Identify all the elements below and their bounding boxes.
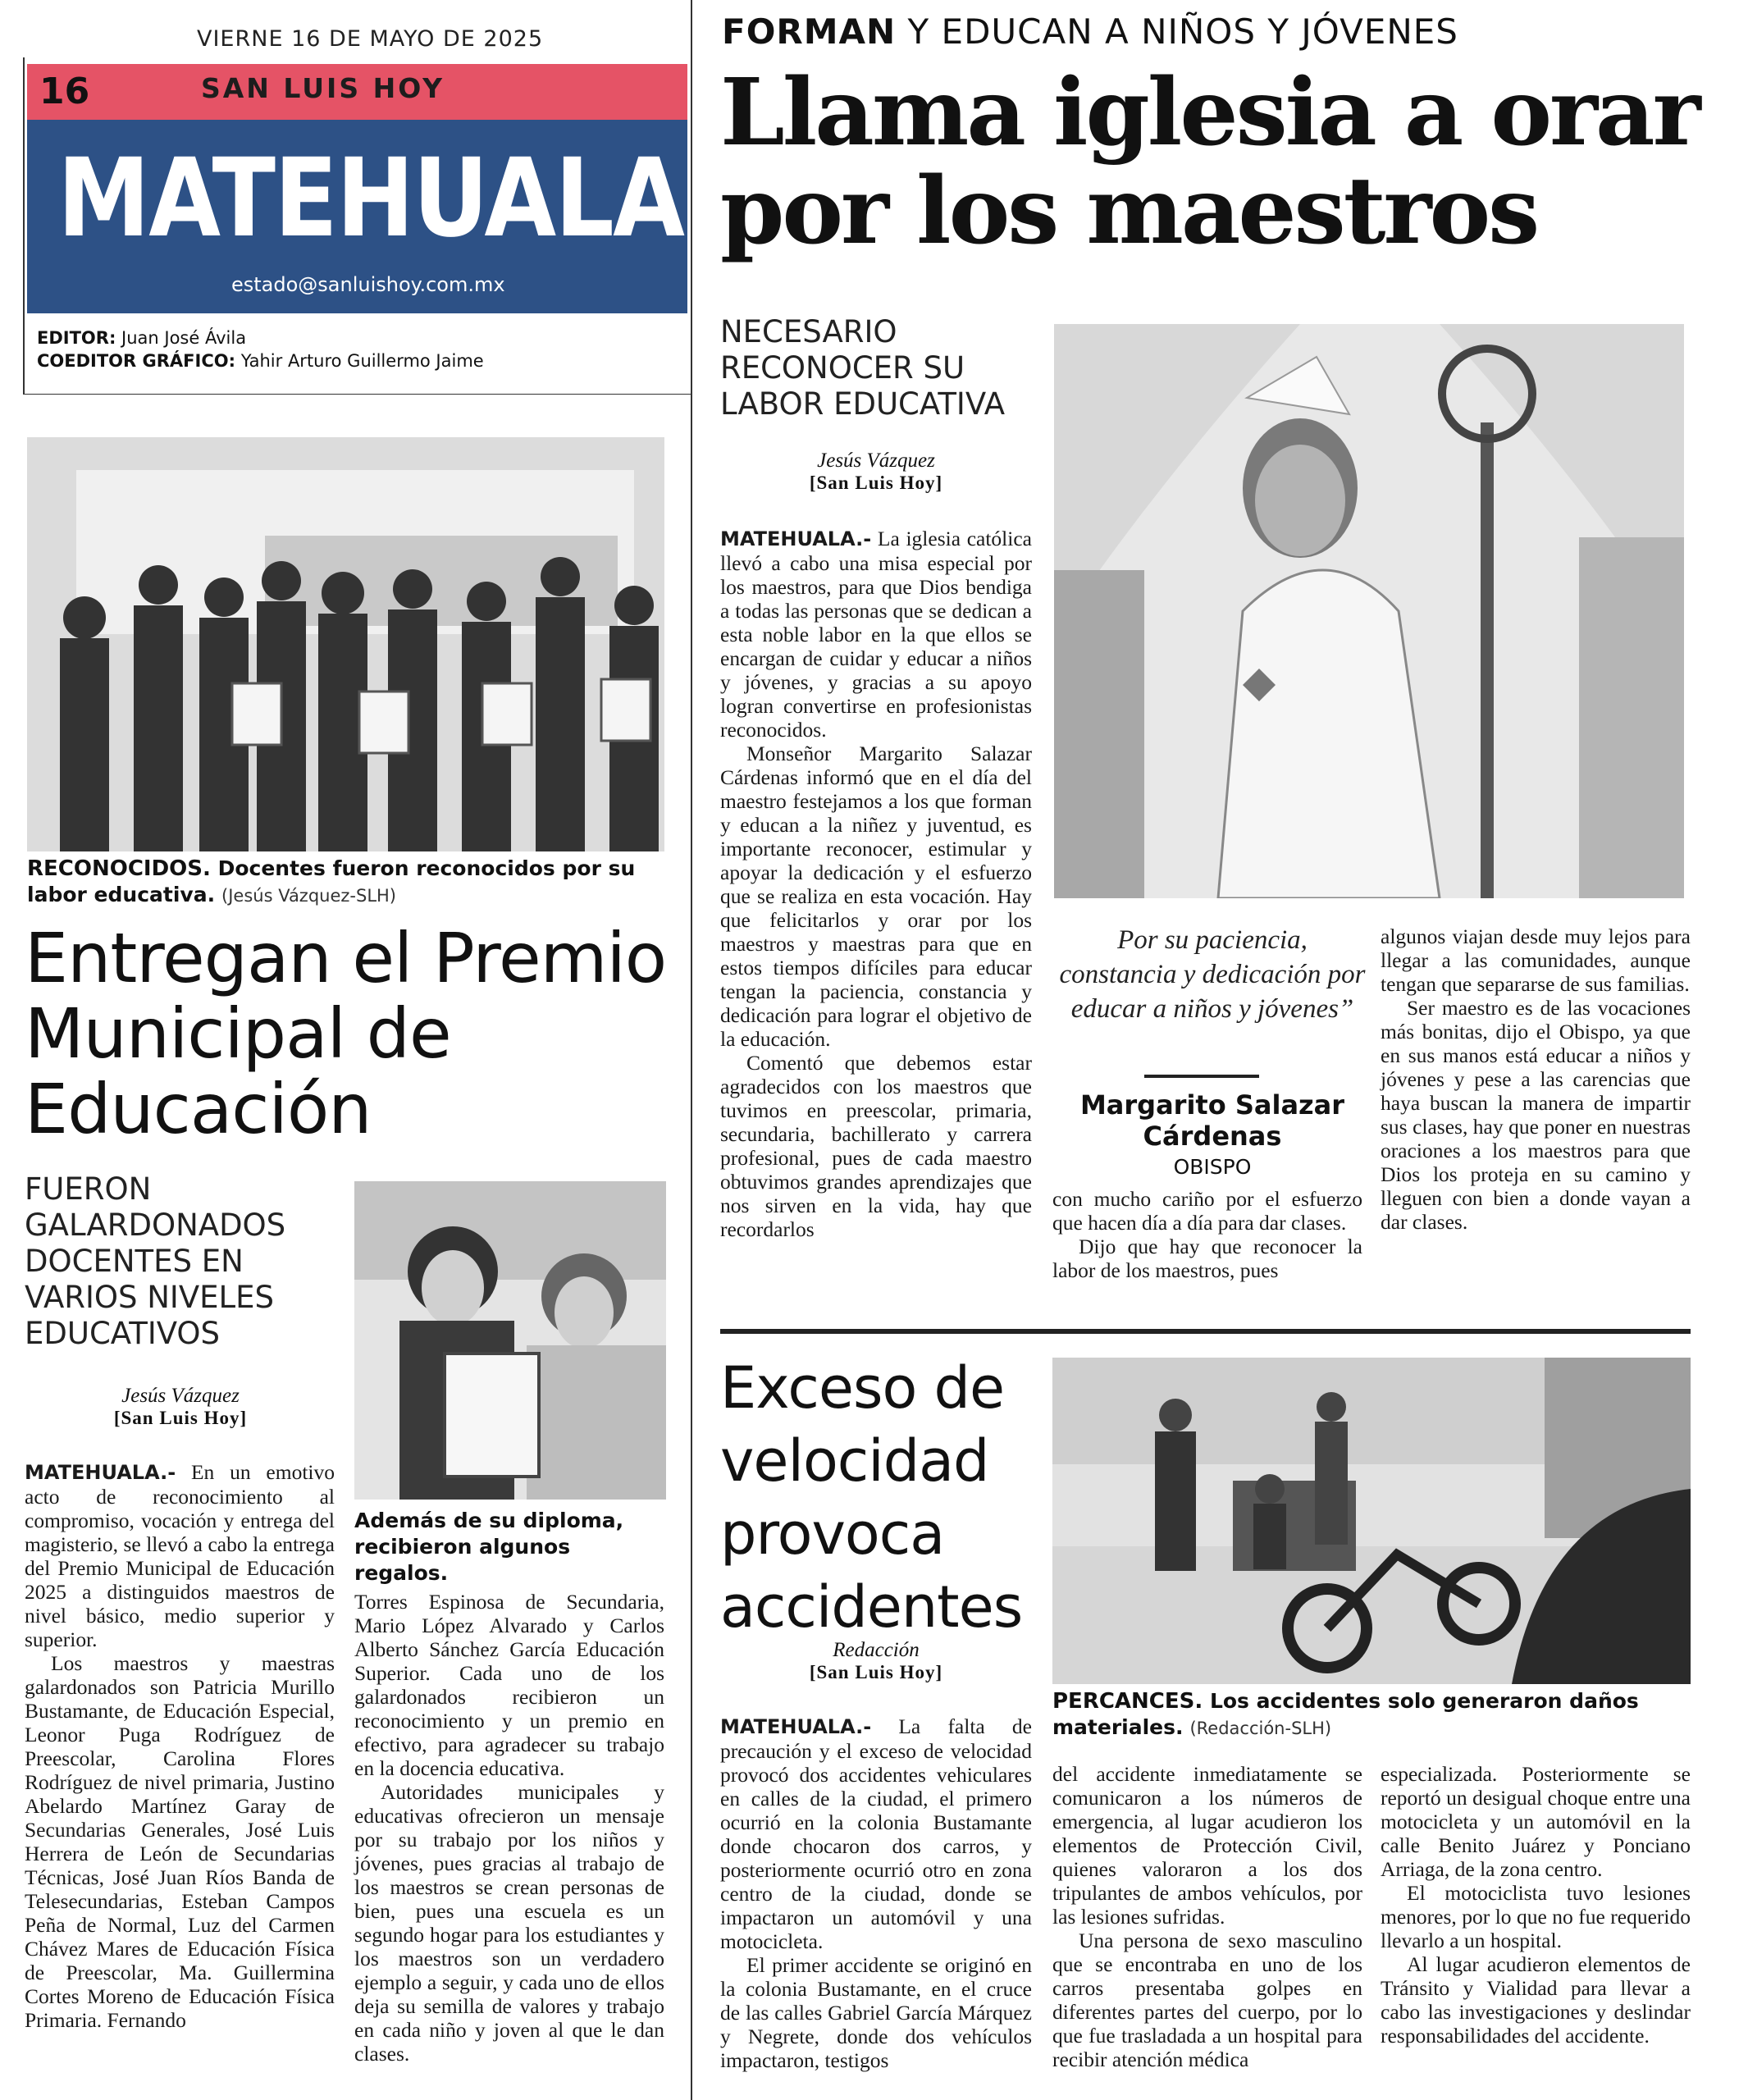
- premio-dateline: MATEHUALA.-: [25, 1461, 176, 1484]
- velocidad-headline: Exceso de velocidad provoca accidentes: [720, 1354, 1023, 1641]
- velocidad-col3-paragraph-1: especializada. Posteriormente se reportó un desigual choque entre una motocicleta y un automóvil en la calle Benito Juárez y Ponciano Arriaga, de la zona centro.: [1381, 1762, 1691, 1881]
- coeditor-label: COEDITOR GRÁFICO:: [37, 351, 235, 371]
- iglesia-col1-p1-text: La iglesia católica llevó a cabo una misa especial por los maestros, para que Dios bendiga a todas las personas que se dedican a esta noble labor en la que ellos se encargan de cuidar y educar a niños y jóvenes, y gracias a su apoyo logran convertirse en profesionistas reconocidos.: [720, 527, 1032, 742]
- velocidad-col3-paragraph-2: El motociclista tuvo lesiones menores, por lo que no fue requerido llevarlo a un hospital.: [1381, 1881, 1691, 1952]
- iglesia-kicker-rest: Y EDUCAN A NIÑOS Y JÓVENES: [896, 11, 1458, 52]
- iglesia-col2-paragraph-2: Dijo que hay que reconocer la labor de los maestros, pues: [1052, 1235, 1362, 1282]
- section-separator-rule: [720, 1329, 1691, 1334]
- award-caption-credit: (Jesús Vázquez-SLH): [221, 886, 397, 906]
- iglesia-byline: [720, 450, 1032, 494]
- accident-photo-caption: [1052, 1688, 1700, 1742]
- premio-col1-p1-text: En un emotivo acto de reconocimiento al compromiso, vocación y entrega del magisterio, se llevó a cabo la entrega del Premio Municipal de Educación 2025 a distinguidos maestros de nivel básico, medio superior y superior.: [25, 1460, 335, 1651]
- iglesia-kicker: [722, 11, 1458, 52]
- award-caption-text: Docentes fueron reconocidos por su labor educativa.: [27, 856, 636, 906]
- accident-photo: [1052, 1358, 1691, 1684]
- bishop-photo-illustration: [1054, 324, 1684, 898]
- premio-column-2: [354, 1590, 664, 2066]
- issue-date: VIERNE 16 DE MAYO DE 2025: [197, 26, 544, 52]
- award-photo-caption: [27, 856, 675, 909]
- velocidad-col2-paragraph-1: del accidente inmediatamente se comunicaron a los números de emergencia, al lugar acudieron los elementos de Protección Civil, quienes valoraron a los dos tripulantes de ambos vehículos, por las lesiones sufridas.: [1052, 1762, 1362, 1929]
- velocidad-byline-author: Redacción: [833, 1639, 920, 1661]
- accident-photo-illustration: [1052, 1358, 1691, 1684]
- premio-col1-paragraph-2: Los maestros y maestras galardonados son Patricia Murillo Bustamante, de Educación Especial, Leonor Puga Rodríguez de Preescolar, Carolina Flores Rodríguez de nivel primaria, Justino Abelardo Martínez Garay de Secundarias Generales, José Luis Herrera de León de Secundarias Técnicas, José Juan Ríos Banda de Telesecundarias, Esteban Campos Peña de Normal, Luz del Carmen Chávez Mares de Educación Física de Preescolar, Ma. Guillermina Cortes Moreno de Educación Física Primaria. Fernando: [25, 1651, 335, 2032]
- section-email[interactable]: estado@sanluishoy.com.mx: [231, 273, 505, 296]
- page-number: 16: [39, 71, 90, 112]
- paper-name: SAN LUIS HOY: [201, 72, 445, 104]
- accident-caption-lead: PERCANCES.: [1052, 1689, 1203, 1714]
- iglesia-col1-paragraph-1: [720, 527, 1032, 742]
- editor-credit: [37, 328, 246, 348]
- velocidad-column-3: [1381, 1762, 1691, 2048]
- iglesia-dateline: MATEHUALA.-: [720, 527, 872, 550]
- velocidad-col1-paragraph-1: [720, 1714, 1032, 1953]
- velocidad-byline-publication: [San Luis Hoy]: [809, 1662, 943, 1682]
- premio-col2-paragraph-2: Autoridades municipales y educativas ofrecieron un mensaje por su trabajo por los niños y jóvenes, pues gracias al trabajo de los maestros se crean personas de bien, pues una escuela es un segundo hogar para los estudiantes y los maestros son un verdadero ejemplo a seguir, y cada uno de ellos deja su semilla de valores y trabajo en cada niño y joven al que le dan clases.: [354, 1780, 664, 2066]
- velocidad-col1-p1-text: La falta de precaución y el exceso de velocidad provocó dos accidentes vehiculares en calles de la ciudad, el primero ocurrió en la colonia Bustamante donde chocaron dos carros, y posteriormente ocurrió otro en zona centro de la ciudad, donde se impactaron un automóvil y una motocicleta.: [720, 1714, 1032, 1953]
- velocidad-column-1: [720, 1714, 1032, 2072]
- premio-byline-publication: [San Luis Hoy]: [113, 1408, 248, 1428]
- award-photo-illustration: [27, 437, 664, 851]
- premio-kicker: FUERON GALARDONADOS DOCENTES EN VARIOS NIVELES EDUCATIVOS: [25, 1171, 286, 1351]
- pullquote-divider: [1144, 1075, 1259, 1078]
- masthead-bottom-rule: [23, 394, 691, 395]
- premio-byline: [25, 1385, 336, 1429]
- editor-name: Juan José Ávila: [121, 328, 247, 348]
- masthead-left-rule: [23, 57, 25, 394]
- column-divider-main: [691, 0, 692, 2100]
- iglesia-column-2: [1052, 1187, 1362, 1282]
- iglesia-headline: Llama iglesia a orar por los maestros: [720, 59, 1699, 265]
- velocidad-column-2: [1052, 1762, 1362, 2071]
- velocidad-col2-paragraph-2: Una persona de sexo masculino que se encontraba en uno de los carros presentaba golpes en diferentes partes del cuerpo, por lo que fue trasladada a un hospital para recibir atención médica: [1052, 1929, 1362, 2071]
- iglesia-byline-author: Jesús Vázquez: [817, 450, 935, 472]
- iglesia-col3-paragraph-2: Ser maestro es de las vocaciones más bonitas, dijo el Obispo, ya que en sus manos está educar a niños y jóvenes y pese a las carencias que haya buscan la manera de impartir sus clases, hay que poner en nuestras oraciones a los maestros para que Dios los proteja en su camino y lleguen con bien a donde vayan a dar clases.: [1381, 996, 1691, 1234]
- award-inset-caption: Además de su diploma, recibieron algunos regalos.: [354, 1509, 624, 1585]
- pullquote-name: Margarito Salazar Cárdenas: [1079, 1089, 1345, 1152]
- velocidad-col3-paragraph-3: Al lugar acudieron elementos de Tránsito y Vialidad para llevar a cabo las investigaciones y deslindar responsabilidades del accidente.: [1381, 1952, 1691, 2048]
- accident-caption-text: Los accidentes solo generaron daños materiales.: [1052, 1689, 1639, 1739]
- iglesia-col1-paragraph-2: Monseñor Margarito Salazar Cárdenas informó que en el día del maestro festejamos a los que forman y educan a la niñez y juventud, es importante reconocer, estimular y apoyar la dedicación y el esfuerzo que se realiza en esta vocación. Hay que felicitarlos y orar por los maestros y maestras para que en estos tiempos difíciles para educar tengan la paciencia, constancia y dedicación para lograr el objetivo de la educación.: [720, 742, 1032, 1051]
- pullquote-role: OBISPO: [1173, 1155, 1252, 1179]
- bishop-photo: [1054, 324, 1684, 898]
- editor-label: EDITOR:: [37, 328, 116, 348]
- iglesia-col2-paragraph-1: con mucho cariño por el esfuerzo que hacen día a día para dar clases.: [1052, 1187, 1362, 1235]
- iglesia-column-3: [1381, 924, 1691, 1234]
- award-inset-photo: [354, 1181, 666, 1500]
- iglesia-col1-paragraph-3: Comentó que debemos estar agradecidos con los maestros que tuvimos en preescolar, primaria, secundaria, bachillerato y carrera profesional, pues de cada maestro obtuvimos grandes aprendizajes que nos sirven en la vida, hay que recordarlos: [720, 1051, 1032, 1241]
- award-caption-lead: RECONOCIDOS.: [27, 856, 211, 881]
- premio-col1-paragraph-1: [25, 1460, 335, 1651]
- coeditor-credit: [37, 351, 484, 371]
- premio-column-1: [25, 1460, 335, 2032]
- iglesia-byline-publication: [San Luis Hoy]: [809, 472, 943, 493]
- velocidad-byline: [720, 1639, 1032, 1683]
- velocidad-col1-paragraph-2: El primer accidente se originó en la colonia Bustamante, en el cruce de las calles Gabriel García Márquez y Negrete, donde dos vehículos impactaron, testigos: [720, 1953, 1032, 2072]
- premio-byline-author: Jesús Vázquez: [121, 1385, 240, 1407]
- premio-col2-paragraph-1: Torres Espinosa de Secundaria, Mario López Alvarado y Carlos Alberto Sánchez García Educación Superior. Cada uno de los galardonados recibieron un reconocimiento y un premio en efectivo, para agradecer su trabajo en la docencia educativa.: [354, 1590, 664, 1780]
- iglesia-subhead: NECESARIO RECONOCER SU LABOR EDUCATIVA: [720, 314, 1006, 422]
- accident-caption-credit: (Redacción-SLH): [1189, 1719, 1332, 1738]
- iglesia-col3-paragraph-1: algunos viajan desde muy lejos para llegar a las comunidades, aunque tengan que separarse de sus familias.: [1381, 924, 1691, 996]
- award-group-photo: [27, 437, 664, 851]
- iglesia-kicker-bold: FORMAN: [722, 11, 897, 52]
- velocidad-dateline: MATEHUALA.-: [720, 1715, 872, 1738]
- bishop-pullquote: Por su paciencia, constancia y dedicación por educar a niños y jóvenes”: [1059, 925, 1366, 1024]
- section-title: MATEHUALA: [57, 135, 684, 262]
- premio-headline: Entregan el Premio Municipal de Educación: [25, 918, 667, 1149]
- coeditor-name: Yahir Arturo Guillermo Jaime: [240, 351, 484, 371]
- iglesia-column-1: [720, 527, 1032, 1241]
- inset-photo-illustration: [354, 1181, 666, 1500]
